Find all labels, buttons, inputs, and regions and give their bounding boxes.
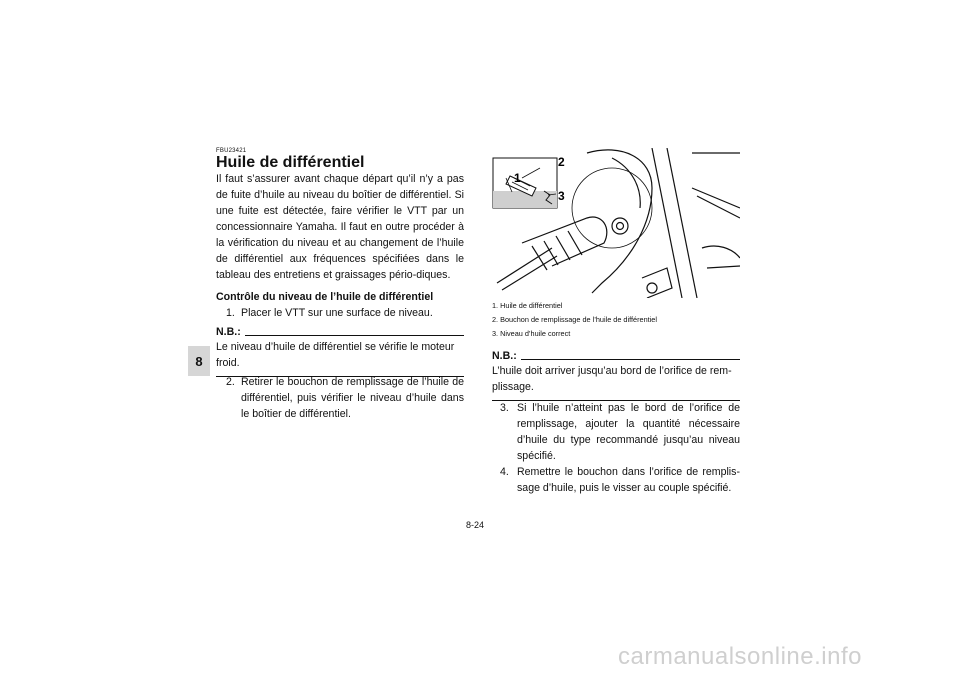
page-number: 8-24	[466, 520, 485, 530]
note-text: Le niveau d’huile de différentiel se vérifie le moteur froid.	[216, 341, 455, 369]
step-4-text: Remettre le bouchon dans l’orifice de remplis-sage d’huile, puis le visser au couple spécifié.	[517, 466, 740, 494]
note-box-right	[492, 350, 740, 401]
step-1-number: 1.	[226, 307, 235, 319]
figure-caption-2: 2. Bouchon de remplissage de l’huile de différentiel	[492, 315, 657, 324]
subheading: Contrôle du niveau de l’huile de différentiel	[216, 291, 434, 303]
step-3	[500, 400, 740, 464]
callout-1: 1	[514, 171, 521, 185]
step-3-text: Si l’huile n’atteint pas le bord de l’orifice de remplissage, ajouter la quantité nécessaire d’huile du type recommandé jusqu’au niveau spécifié.	[517, 402, 740, 462]
step-3-number: 3.	[500, 402, 509, 414]
note-box-left	[216, 326, 464, 377]
callout-2: 2	[558, 155, 565, 169]
callout-3: 3	[558, 189, 565, 203]
step-2	[226, 374, 464, 422]
figure-caption-1: 1. Huile de différentiel	[492, 301, 563, 310]
step-2-text: Retirer le bouchon de remplissage de l’huile de différentiel, puis vérifier le niveau d’huile dans le boîtier de différentiel.	[241, 376, 464, 420]
step-4-number: 4.	[500, 466, 509, 478]
differential-illustration	[492, 148, 740, 298]
step-1-text: Placer le VTT sur une surface de niveau.	[241, 307, 433, 319]
step-2-number: 2.	[226, 376, 235, 388]
intro-paragraph: Il faut s’assurer avant chaque départ qu’il n’y a pas de fuite d’huile au niveau du boîtier de différentiel. Si une fuite est détectée, faire vérifier le VTT par un concessionnaire Yamaha. Il faut en outre procéder à la vérification du niveau et au changement de l’huile de différentiel aux fréquences spécifiées dans le tableau des entretiens et graissages pério-diques.	[216, 173, 464, 281]
watermark: carmanualsonline.info	[618, 643, 862, 670]
note-label: N.B.:	[492, 350, 517, 362]
note-rule-top	[245, 335, 464, 336]
figure-caption-3: 3. Niveau d’huile correct	[492, 329, 571, 338]
section-code: FBU23421	[216, 148, 247, 154]
step-1	[226, 305, 466, 321]
chapter-tab: 8	[188, 346, 210, 376]
note-label: N.B.:	[216, 326, 241, 338]
note-rule-top	[521, 359, 740, 360]
page-title: Huile de différentiel	[216, 154, 365, 171]
note-text: L’huile doit arriver jusqu’au bord de l’orifice de rem-plissage.	[492, 365, 732, 393]
step-4	[500, 464, 740, 496]
